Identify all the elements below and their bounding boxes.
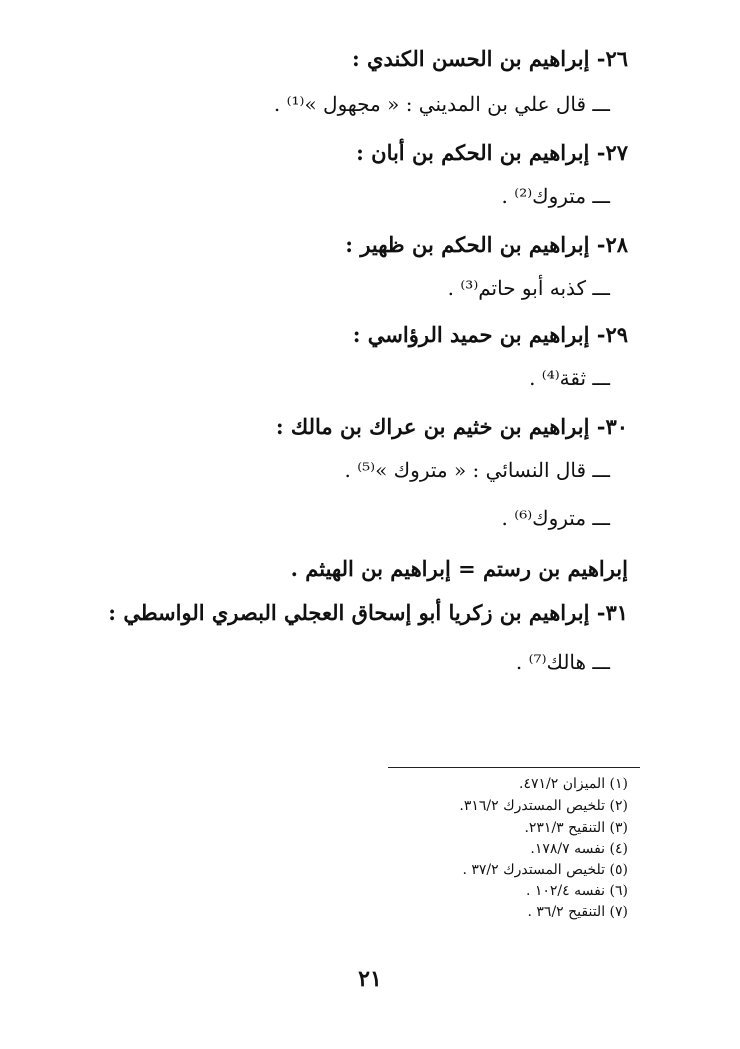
footnote: (٦) نفسه ١٠٢/٤ . [525,883,628,899]
entry-line: ـــ كذبه أبو حاتم⁽³⁾ . [447,276,610,300]
footnote-separator [388,767,640,768]
page-number: ٢١ [358,966,382,992]
entry-heading: ٢٨- إبراهيم بن الحكم بن ظهير : [345,232,628,257]
entry-heading: ٢٦- إبراهيم بن الحسن الكندي : [351,46,628,71]
entry-line: ـــ هالك⁽⁷⁾ . [515,650,610,674]
entry-line: ـــ قال علي بن المديني : « مجهول »⁽¹⁾ . [273,92,610,116]
footnote: (٥) تلخيص المستدرك ٣٧/٢ . [462,862,628,878]
cross-reference: إبراهيم بن رستم = إبراهيم بن الهيثم . [290,556,628,581]
footnote: (٧) التنقيح ٣٦/٢ . [527,904,628,920]
entry-line: ـــ متروك⁽⁶⁾ . [501,506,610,530]
footnote: (٣) التنقيح ٢٣١/٣. [524,820,628,836]
entry-line: ـــ ثقة⁽⁴⁾ . [529,366,610,390]
entry-heading: ٢٧- إبراهيم بن الحكم بن أبان : [356,140,628,165]
footnote: (٤) نفسه ١٧٨/٧. [530,841,628,857]
footnote: (١) الميزان ٤٧١/٢. [519,776,628,792]
entry-line: ـــ قال النسائي : « متروك »⁽⁵⁾ . [344,458,610,482]
entry-heading: ٣١- إبراهيم بن زكريا أبو إسحاق العجلي البصري الواسطي : [108,600,628,625]
footnote: (٢) تلخيص المستدرك ٣١٦/٢. [459,798,628,814]
entry-heading: ٢٩- إبراهيم بن حميد الرؤاسي : [352,322,628,347]
entry-heading: ٣٠- إبراهيم بن خثيم بن عراك بن مالك : [275,414,628,439]
entry-line: ـــ متروك⁽²⁾ . [501,184,610,208]
